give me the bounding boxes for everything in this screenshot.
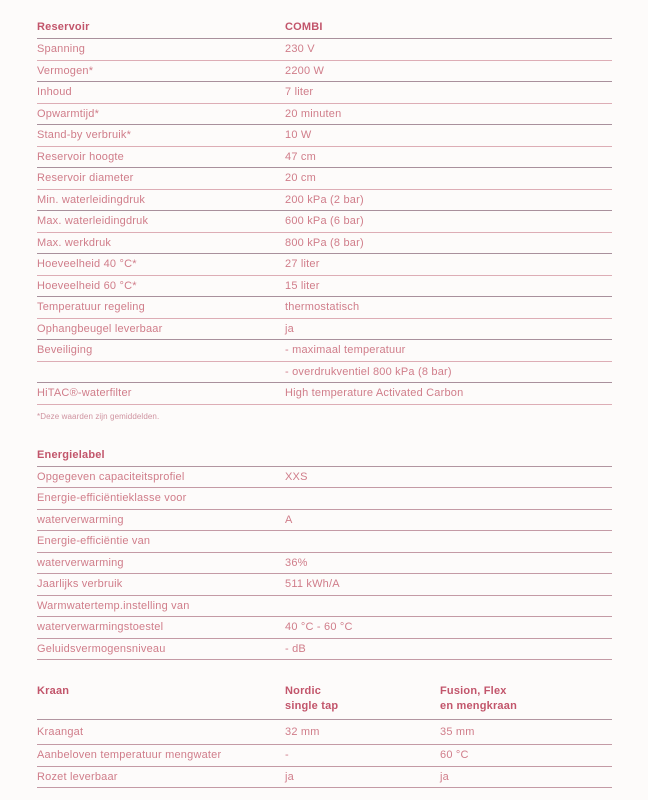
kraan-header-row bbox=[37, 684, 612, 720]
table-row bbox=[37, 531, 612, 553]
table-row bbox=[37, 168, 612, 190]
table-row bbox=[37, 467, 612, 489]
row-label: Kraangat bbox=[37, 726, 84, 738]
reservoir-header-row bbox=[37, 16, 612, 39]
row-value-fusion: 60 °C bbox=[440, 749, 469, 762]
table-row bbox=[37, 39, 612, 61]
row-label: Beveiliging bbox=[37, 344, 93, 357]
row-label: Jaarlijks verbruik bbox=[37, 578, 123, 591]
table-row bbox=[37, 61, 612, 83]
table-row bbox=[37, 488, 612, 510]
row-label: Inhoud bbox=[37, 86, 72, 99]
table-row bbox=[37, 319, 612, 341]
table-row bbox=[37, 553, 612, 575]
table-row bbox=[37, 340, 612, 362]
table-row bbox=[37, 233, 612, 255]
row-label: Warmwatertemp.instelling van bbox=[37, 599, 190, 612]
table-row bbox=[37, 617, 612, 639]
table-row bbox=[37, 596, 612, 618]
row-value: 40 °C - 60 °C bbox=[285, 621, 353, 634]
row-label: Temperatuur regeling bbox=[37, 301, 145, 314]
row-label: Vermogen* bbox=[37, 64, 94, 77]
table-row bbox=[37, 190, 612, 212]
row-value: 47 cm bbox=[285, 150, 316, 163]
row-label: Max. waterleidingdruk bbox=[37, 215, 149, 228]
table-row bbox=[37, 767, 612, 789]
table-row bbox=[37, 147, 612, 169]
row-value: 800 kPa (8 bar) bbox=[285, 236, 364, 249]
row-label: Hoeveelheid 60 °C* bbox=[37, 279, 137, 292]
row-value: High temperature Activated Carbon bbox=[285, 387, 464, 400]
table-row bbox=[37, 211, 612, 233]
row-value: A bbox=[285, 513, 293, 526]
row-label: Opwarmtijd* bbox=[37, 107, 100, 120]
row-value-nordic: ja bbox=[285, 770, 294, 783]
table-row bbox=[37, 125, 612, 147]
row-label: Geluidsvermogensniveau bbox=[37, 642, 166, 655]
row-value: 230 V bbox=[285, 43, 315, 56]
row-value: 20 cm bbox=[285, 172, 316, 185]
kraan-table bbox=[37, 684, 612, 788]
row-value: 27 liter bbox=[285, 258, 320, 271]
table-row bbox=[37, 82, 612, 104]
section-title: Reservoir bbox=[37, 21, 90, 33]
row-value: 2200 W bbox=[285, 64, 325, 77]
row-label: waterverwarmingstoestel bbox=[37, 621, 164, 634]
table-row bbox=[37, 276, 612, 298]
table-row bbox=[37, 510, 612, 532]
row-value: 200 kPa (2 bar) bbox=[285, 193, 364, 206]
energielabel-table bbox=[37, 449, 612, 661]
row-value: thermostatisch bbox=[285, 301, 360, 314]
column-header-line: Fusion, Flex bbox=[440, 685, 507, 697]
row-label: Opgegeven capaciteitsprofiel bbox=[37, 470, 185, 483]
row-value: 36% bbox=[285, 556, 308, 569]
column-header-line: en mengkraan bbox=[440, 700, 517, 712]
table-row bbox=[37, 254, 612, 276]
row-value: 511 kWh/A bbox=[285, 578, 340, 591]
kraan-rows bbox=[37, 720, 612, 788]
spec-sheet bbox=[37, 0, 612, 788]
row-label: Energie-efficiëntieklasse voor bbox=[37, 492, 187, 505]
row-value-fusion: ja bbox=[440, 770, 449, 783]
reservoir-rows bbox=[37, 39, 612, 405]
row-value: 15 liter bbox=[285, 279, 320, 292]
energielabel-rows bbox=[37, 467, 612, 661]
row-label: Max. werkdruk bbox=[37, 236, 112, 249]
table-row bbox=[37, 639, 612, 661]
energielabel-title-row bbox=[37, 449, 612, 467]
row-value: - maximaal temperatuur bbox=[285, 344, 406, 357]
reservoir-table bbox=[37, 16, 612, 421]
row-value: - dB bbox=[285, 642, 306, 655]
table-row bbox=[37, 574, 612, 596]
row-label: Rozet leverbaar bbox=[37, 770, 118, 783]
row-label: Hoeveelheid 40 °C* bbox=[37, 258, 137, 271]
row-label: waterverwarming bbox=[37, 556, 124, 569]
row-value: 10 W bbox=[285, 129, 312, 142]
row-value: 20 minuten bbox=[285, 107, 342, 120]
table-row bbox=[37, 383, 612, 405]
column-header-line: single tap bbox=[285, 700, 339, 712]
row-value-nordic: - bbox=[285, 749, 289, 762]
column-header-fusion-flex bbox=[440, 684, 612, 714]
row-label: HiTAC®-waterfilter bbox=[37, 387, 132, 400]
table-row bbox=[37, 104, 612, 126]
column-header-combi: COMBI bbox=[285, 21, 323, 33]
row-value: 600 kPa (6 bar) bbox=[285, 215, 364, 228]
section-title: Kraan bbox=[37, 685, 70, 697]
row-label: Aanbeloven temperatuur mengwater bbox=[37, 749, 222, 762]
table-row bbox=[37, 362, 612, 384]
column-header-nordic bbox=[285, 684, 440, 714]
row-label: Stand-by verbruik* bbox=[37, 129, 132, 142]
table-row bbox=[37, 297, 612, 319]
row-label: Energie-efficiëntie van bbox=[37, 535, 151, 548]
section-title: Energielabel bbox=[37, 448, 105, 461]
row-label: Ophangbeugel leverbaar bbox=[37, 322, 163, 335]
row-value: - overdrukventiel 800 kPa (8 bar) bbox=[285, 365, 452, 378]
row-label: Spanning bbox=[37, 43, 86, 56]
table-row bbox=[37, 745, 612, 767]
row-value-nordic: 32 mm bbox=[285, 726, 320, 738]
row-value: ja bbox=[285, 322, 294, 335]
row-label: Reservoir hoogte bbox=[37, 150, 124, 163]
column-header-line: Nordic bbox=[285, 685, 322, 697]
row-value-fusion: 35 mm bbox=[440, 726, 475, 738]
row-label: Min. waterleidingdruk bbox=[37, 193, 146, 206]
table-row bbox=[37, 720, 612, 745]
footnote: *Deze waarden zijn gemiddelden. bbox=[37, 411, 160, 421]
row-value: 7 liter bbox=[285, 86, 314, 99]
row-value: XXS bbox=[285, 470, 308, 483]
row-label: waterverwarming bbox=[37, 513, 124, 526]
row-label: Reservoir diameter bbox=[37, 172, 134, 185]
